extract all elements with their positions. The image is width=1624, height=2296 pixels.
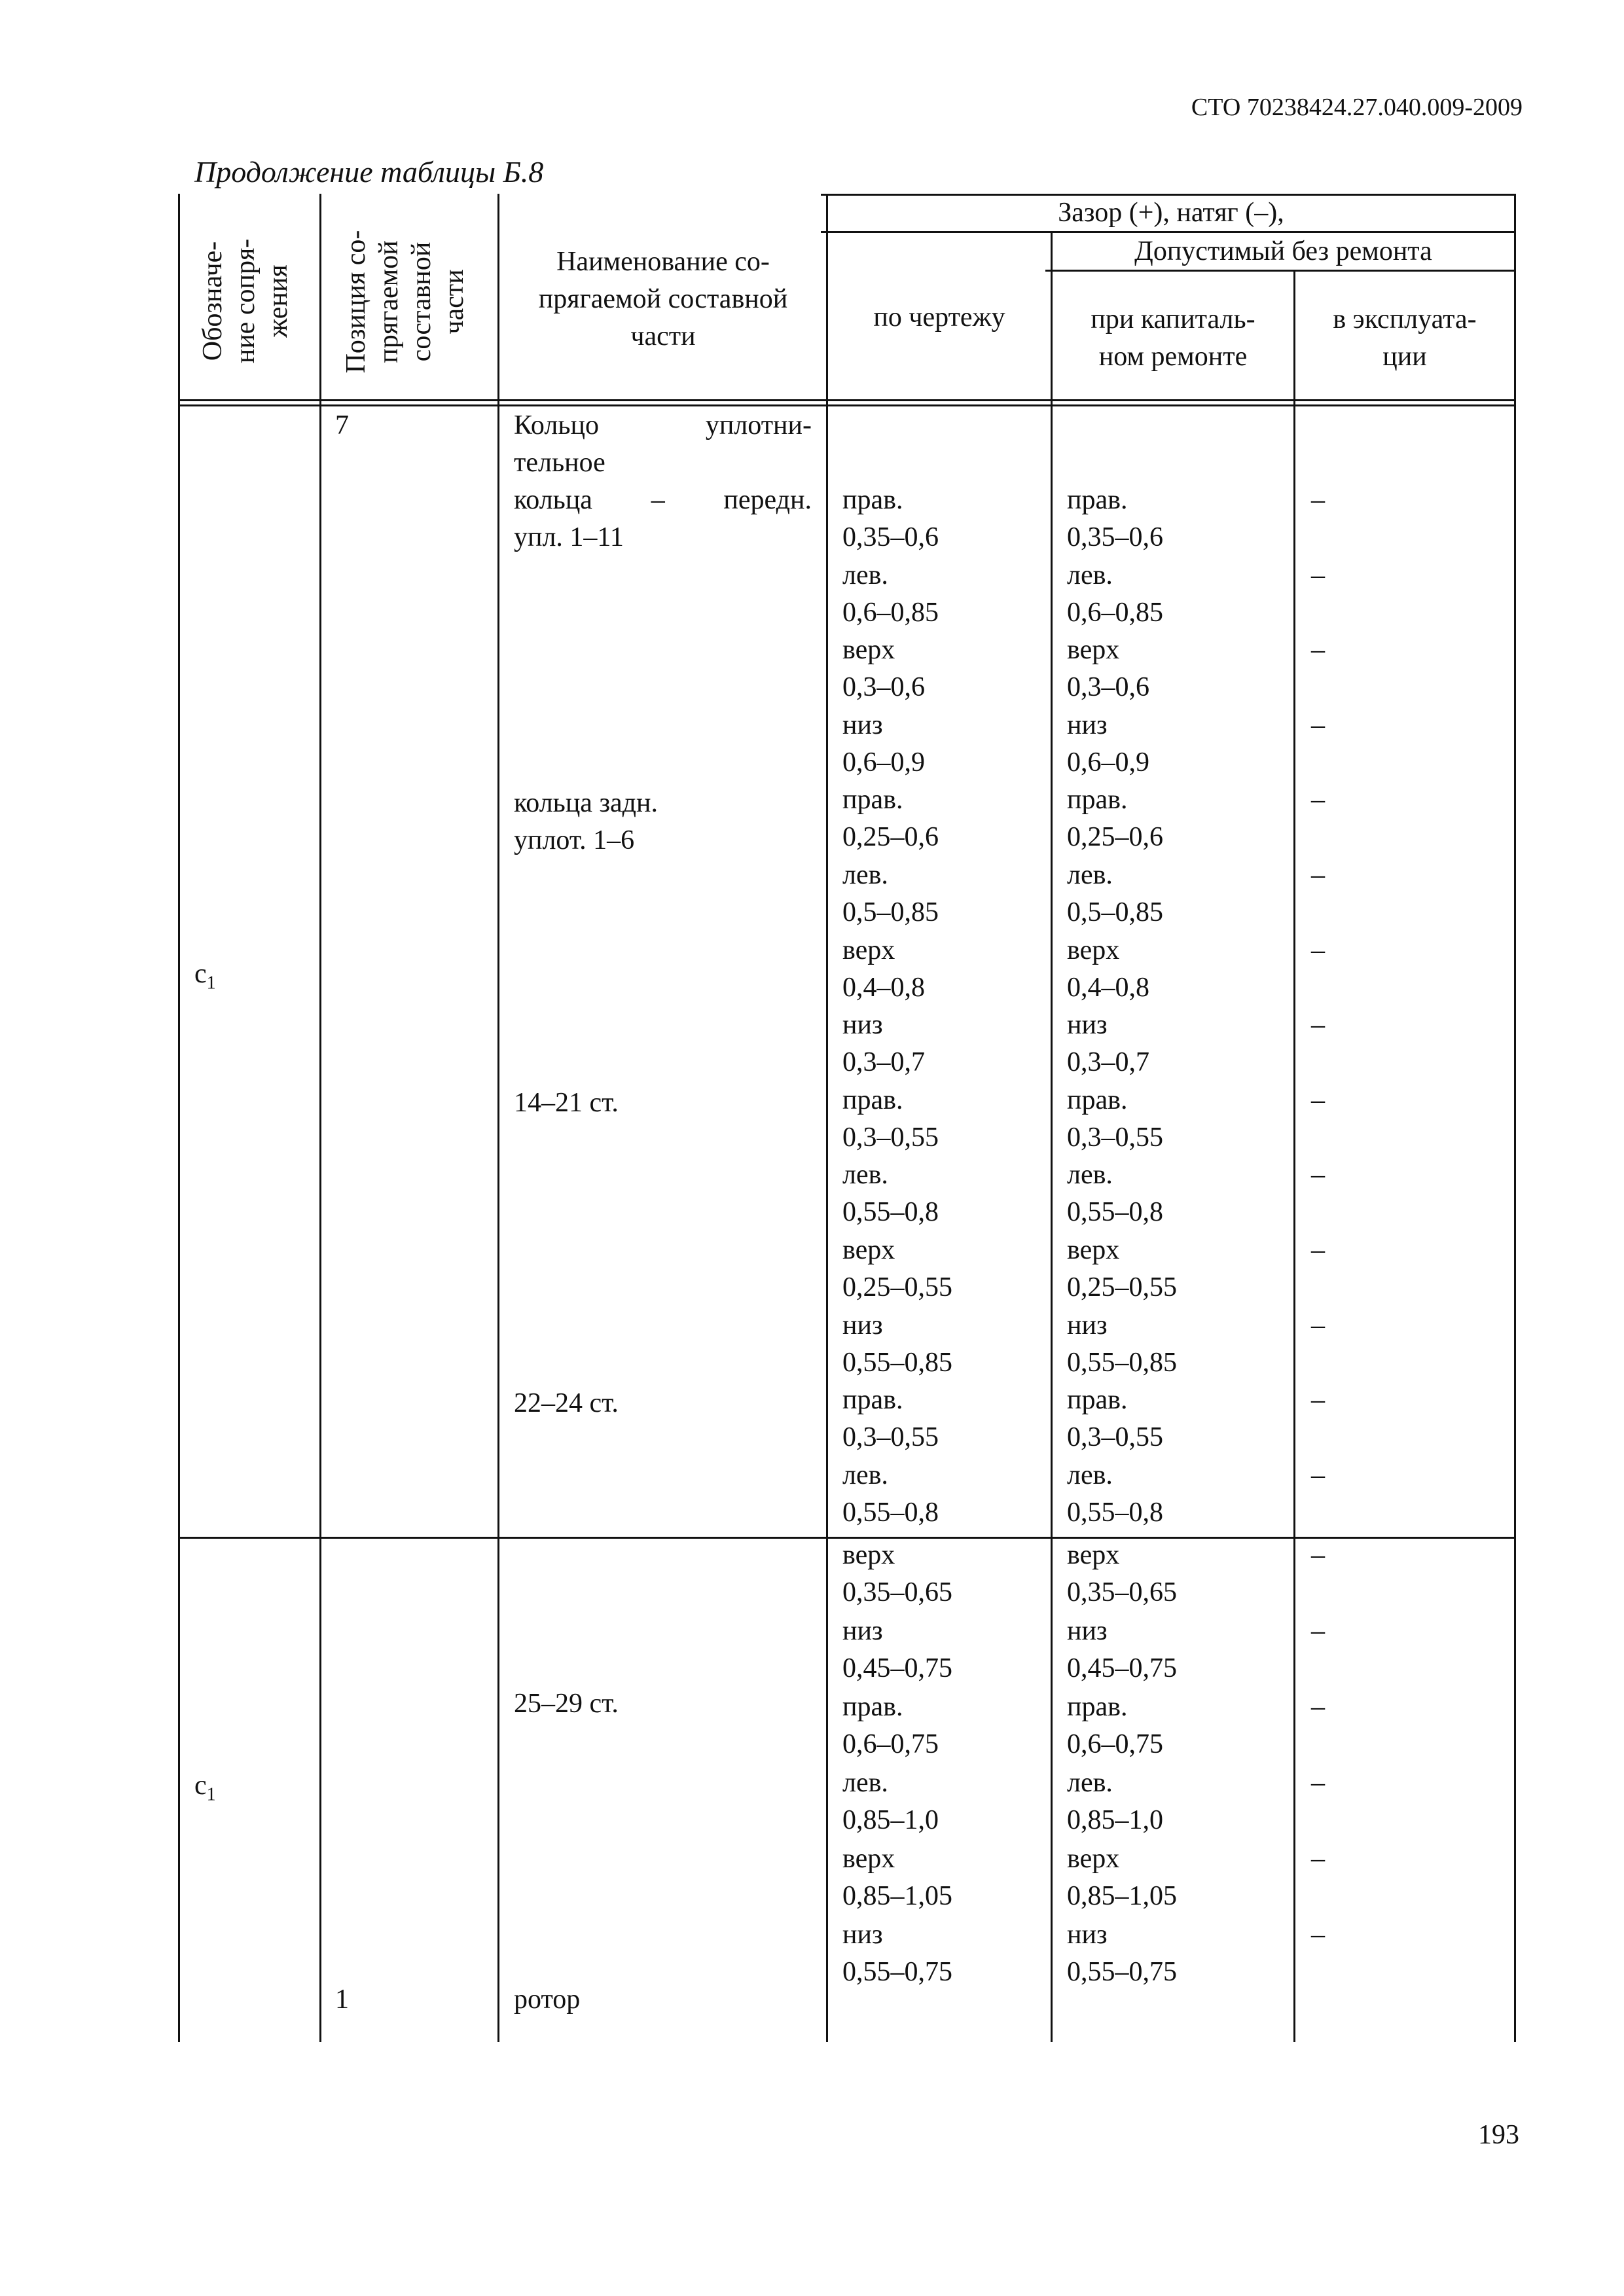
section1-row-9-capital-value: 0,3–0,55 bbox=[1067, 1122, 1163, 1153]
header-designation-line-3: жения bbox=[263, 264, 293, 338]
section2-row-6-drawing-value: 0,55–0,75 bbox=[842, 1957, 952, 1987]
section2-row-1-capital-label: верх bbox=[1067, 1540, 1120, 1570]
section2-row-6-operation-value: – bbox=[1311, 1920, 1325, 1950]
section1-row-10-drawing-label: лев. bbox=[842, 1160, 888, 1191]
header-allowed-group: Допустимый без ремонта bbox=[1134, 236, 1432, 266]
section2-row-1-capital-value: 0,35–0,65 bbox=[1067, 1577, 1177, 1607]
section1-name-line-4: упл. 1–11 bbox=[514, 522, 624, 552]
section1-row-12-operation-value: – bbox=[1311, 1310, 1325, 1340]
section1-row-11-capital-value: 0,25–0,55 bbox=[1067, 1272, 1177, 1302]
section1-row-14-operation-value: – bbox=[1311, 1460, 1325, 1490]
header-position bbox=[340, 197, 477, 406]
section2-row-3-operation-value: – bbox=[1311, 1692, 1325, 1722]
section1-name-line-1 bbox=[514, 407, 812, 444]
header-gap-group: Зазор (+), натяг (–), bbox=[1058, 198, 1284, 228]
section1-row-1-capital-value: 0,35–0,6 bbox=[1067, 522, 1163, 552]
name-line-3-word-2: передн. bbox=[723, 485, 812, 515]
section2-row-2-drawing-value: 0,45–0,75 bbox=[842, 1653, 952, 1683]
section1-row-14-drawing-label: лев. bbox=[842, 1460, 888, 1490]
section1-row-3-capital-label: верх bbox=[1067, 635, 1120, 666]
section1-row-4-capital-label: низ bbox=[1067, 709, 1108, 740]
section1-name-line-5: кольца задн. bbox=[514, 788, 659, 818]
section1-row-2-drawing-label: лев. bbox=[842, 560, 888, 590]
section1-row-3-capital-value: 0,3–0,6 bbox=[1067, 672, 1149, 703]
header-designation bbox=[196, 203, 301, 399]
section1-row-9-operation-value: – bbox=[1311, 1085, 1325, 1115]
section2-designation-letter: c bbox=[194, 1770, 207, 1801]
section1-row-6-operation-value: – bbox=[1311, 860, 1325, 890]
section2-row-5-drawing-value: 0,85–1,05 bbox=[842, 1881, 952, 1911]
section2-name-line-2: ротор bbox=[514, 1984, 581, 2015]
section1-row-13-capital-value: 0,3–0,55 bbox=[1067, 1422, 1163, 1453]
section1-row-5-capital-value: 0,25–0,6 bbox=[1067, 822, 1163, 853]
section1-row-12-drawing-value: 0,55–0,85 bbox=[842, 1347, 952, 1378]
section1-row-13-drawing-label: прав. bbox=[842, 1385, 903, 1416]
section2-row-4-capital-value: 0,85–1,0 bbox=[1067, 1805, 1163, 1835]
section1-name-line-7: 14–21 ст. bbox=[514, 1088, 619, 1118]
col-line-1 bbox=[319, 194, 321, 2042]
section1-row-1-drawing-label: прав. bbox=[842, 485, 903, 515]
section2-row-6-capital-label: низ bbox=[1067, 1920, 1108, 1950]
section1-name-line-3 bbox=[514, 482, 812, 519]
section1-row-1-operation-value: – bbox=[1311, 485, 1325, 515]
section1-row-5-capital-label: прав. bbox=[1067, 785, 1128, 816]
section1-row-13-operation-value: – bbox=[1311, 1385, 1325, 1416]
section1-row-12-capital-label: низ bbox=[1067, 1310, 1108, 1340]
section2-designation bbox=[194, 1767, 216, 1813]
header-designation-line-2: ние сопря- bbox=[230, 238, 261, 364]
section1-row-3-drawing-value: 0,3–0,6 bbox=[842, 672, 925, 703]
section2-row-1-drawing-label: верх bbox=[842, 1540, 895, 1570]
section1-row-7-capital-value: 0,4–0,8 bbox=[1067, 972, 1149, 1003]
section2-row-3-drawing-label: прав. bbox=[842, 1692, 903, 1722]
section1-row-11-capital-label: верх bbox=[1067, 1235, 1120, 1265]
section1-row-2-capital-value: 0,6–0,85 bbox=[1067, 597, 1163, 628]
section1-row-4-drawing-value: 0,6–0,9 bbox=[842, 747, 925, 778]
section1-row-5-drawing-label: прав. bbox=[842, 785, 903, 816]
section1-row-7-capital-label: верх bbox=[1067, 935, 1120, 965]
section1-row-12-capital-value: 0,55–0,85 bbox=[1067, 1347, 1177, 1378]
header-name-line-3: части bbox=[630, 321, 696, 351]
section1-row-1-drawing-value: 0,35–0,6 bbox=[842, 522, 939, 552]
section1-row-10-operation-value: – bbox=[1311, 1160, 1325, 1191]
header-by-drawing: по чертежу bbox=[873, 302, 1005, 332]
section2-designation-sub: 1 bbox=[206, 1784, 216, 1805]
header-designation-line-1: Обозначе- bbox=[198, 241, 228, 361]
name-line-3-word-1: кольца bbox=[514, 485, 592, 515]
section2-row-2-drawing-label: низ bbox=[842, 1616, 883, 1646]
section1-name-line-8: 22–24 ст. bbox=[514, 1388, 619, 1418]
section2-row-4-drawing-label: лев. bbox=[842, 1768, 888, 1798]
header-in-operation bbox=[1295, 301, 1514, 376]
section1-row-3-operation-value: – bbox=[1311, 635, 1325, 666]
section1-name-line-2: тельное bbox=[514, 448, 605, 478]
section1-designation-sub: 1 bbox=[206, 973, 216, 994]
col-line-0 bbox=[178, 194, 180, 2042]
section1-row-7-operation-value: – bbox=[1311, 935, 1325, 965]
section1-row-11-drawing-value: 0,25–0,55 bbox=[842, 1272, 952, 1302]
col-line-6 bbox=[1514, 194, 1516, 2042]
section2-row-4-capital-label: лев. bbox=[1067, 1768, 1113, 1798]
col-line-4 bbox=[1051, 231, 1053, 2042]
section1-row-8-capital-value: 0,3–0,7 bbox=[1067, 1047, 1149, 1078]
section1-row-9-capital-label: прав. bbox=[1067, 1085, 1128, 1115]
name-line-3-dash: – bbox=[651, 485, 665, 515]
section2-row-3-drawing-value: 0,6–0,75 bbox=[842, 1729, 939, 1759]
section2-row-2-capital-value: 0,45–0,75 bbox=[1067, 1653, 1177, 1683]
section1-row-9-drawing-value: 0,3–0,55 bbox=[842, 1122, 939, 1153]
section1-row-11-drawing-label: верх bbox=[842, 1235, 895, 1265]
section1-row-10-drawing-value: 0,55–0,8 bbox=[842, 1197, 939, 1228]
section1-row-8-drawing-value: 0,3–0,7 bbox=[842, 1047, 925, 1078]
section2-row-1-drawing-value: 0,35–0,65 bbox=[842, 1577, 952, 1607]
section2-row-1-operation-value: – bbox=[1311, 1540, 1325, 1570]
section1-row-10-capital-label: лев. bbox=[1067, 1160, 1113, 1191]
section1-row-2-operation-value: – bbox=[1311, 560, 1325, 590]
section1-row-13-capital-label: прав. bbox=[1067, 1385, 1128, 1416]
header-capital-repair-line-2: ном ремонте bbox=[1098, 342, 1248, 372]
header-capital-repair bbox=[1053, 301, 1293, 376]
name-line-1-word-2: уплотни- bbox=[705, 410, 812, 440]
section1-row-8-drawing-label: низ bbox=[842, 1010, 883, 1041]
section2-position: 1 bbox=[335, 1984, 349, 2015]
section1-row-13-drawing-value: 0,3–0,55 bbox=[842, 1422, 939, 1453]
document-code: СТО 70238424.27.040.009-2009 bbox=[1191, 94, 1523, 121]
col-line-2 bbox=[497, 194, 499, 2042]
section1-row-14-capital-value: 0,55–0,8 bbox=[1067, 1497, 1163, 1528]
header-in-operation-line-2: ции bbox=[1382, 342, 1427, 372]
section2-row-5-operation-value: – bbox=[1311, 1844, 1325, 1874]
section1-position: 7 bbox=[335, 410, 349, 440]
header-name-line-2: прягаемой составной bbox=[538, 284, 788, 314]
header-in-operation-line-1: в эксплуата- bbox=[1333, 304, 1477, 334]
section1-row-5-operation-value: – bbox=[1311, 785, 1325, 816]
section1-designation-letter: c bbox=[194, 959, 207, 989]
section2-row-3-capital-value: 0,6–0,75 bbox=[1067, 1729, 1163, 1759]
section1-row-11-operation-value: – bbox=[1311, 1235, 1325, 1265]
section1-row-9-drawing-label: прав. bbox=[842, 1085, 903, 1115]
header-name-line-1: Наименование со- bbox=[556, 247, 770, 277]
section1-row-2-drawing-value: 0,6–0,85 bbox=[842, 597, 939, 628]
section2-row-6-drawing-label: низ bbox=[842, 1920, 883, 1950]
section1-row-8-capital-label: низ bbox=[1067, 1010, 1108, 1041]
header-name bbox=[501, 243, 825, 355]
section2-row-4-drawing-value: 0,85–1,0 bbox=[842, 1805, 939, 1835]
section2-row-4-operation-value: – bbox=[1311, 1768, 1325, 1798]
section1-row-1-capital-label: прав. bbox=[1067, 485, 1128, 515]
section1-row-6-capital-value: 0,5–0,85 bbox=[1067, 897, 1163, 927]
section2-row-2-operation-value: – bbox=[1311, 1616, 1325, 1646]
header-position-line-4: части bbox=[439, 269, 469, 334]
section1-row-4-drawing-label: низ bbox=[842, 709, 883, 740]
section1-row-8-operation-value: – bbox=[1311, 1010, 1325, 1041]
section1-row-4-capital-value: 0,6–0,9 bbox=[1067, 747, 1149, 778]
section1-row-4-operation-value: – bbox=[1311, 709, 1325, 740]
section2-name-line-1: 25–29 ст. bbox=[514, 1689, 619, 1719]
col-line-5 bbox=[1293, 270, 1295, 2042]
section2-row-5-drawing-label: верх bbox=[842, 1844, 895, 1874]
section1-row-3-drawing-label: верх bbox=[842, 635, 895, 666]
section2-row-5-capital-label: верх bbox=[1067, 1844, 1120, 1874]
header-position-line-3: составной bbox=[406, 242, 437, 362]
header-capital-repair-line-1: при капиталь- bbox=[1091, 304, 1255, 334]
section1-row-6-drawing-label: лев. bbox=[842, 860, 888, 890]
col-line-3 bbox=[826, 194, 828, 2042]
section1-row-10-capital-value: 0,55–0,8 bbox=[1067, 1197, 1163, 1228]
section1-row-6-capital-label: лев. bbox=[1067, 860, 1113, 890]
section1-row-7-drawing-label: верх bbox=[842, 935, 895, 965]
section2-row-6-capital-value: 0,55–0,75 bbox=[1067, 1957, 1177, 1987]
section1-row-12-drawing-label: низ bbox=[842, 1310, 883, 1340]
section1-row-5-drawing-value: 0,25–0,6 bbox=[842, 822, 939, 853]
page-number: 193 bbox=[1478, 2120, 1519, 2150]
section2-row-2-capital-label: низ bbox=[1067, 1616, 1108, 1646]
header-position-line-2: прягаемой bbox=[374, 240, 404, 363]
table-caption: Продолжение таблицы Б.8 bbox=[194, 155, 544, 188]
section1-row-6-drawing-value: 0,5–0,85 bbox=[842, 897, 939, 927]
name-line-1-word-1: Кольцо bbox=[514, 410, 599, 440]
section1-row-2-capital-label: лев. bbox=[1067, 560, 1113, 590]
section2-row-5-capital-value: 0,85–1,05 bbox=[1067, 1881, 1177, 1911]
section1-row-14-drawing-value: 0,55–0,8 bbox=[842, 1497, 939, 1528]
section1-name-line-6: уплот. 1–6 bbox=[514, 825, 635, 855]
section1-row-7-drawing-value: 0,4–0,8 bbox=[842, 972, 925, 1003]
section1-row-14-capital-label: лев. bbox=[1067, 1460, 1113, 1490]
section1-designation bbox=[194, 956, 216, 1001]
header-position-line-1: Позиция со- bbox=[341, 230, 371, 374]
section2-row-3-capital-label: прав. bbox=[1067, 1692, 1128, 1722]
